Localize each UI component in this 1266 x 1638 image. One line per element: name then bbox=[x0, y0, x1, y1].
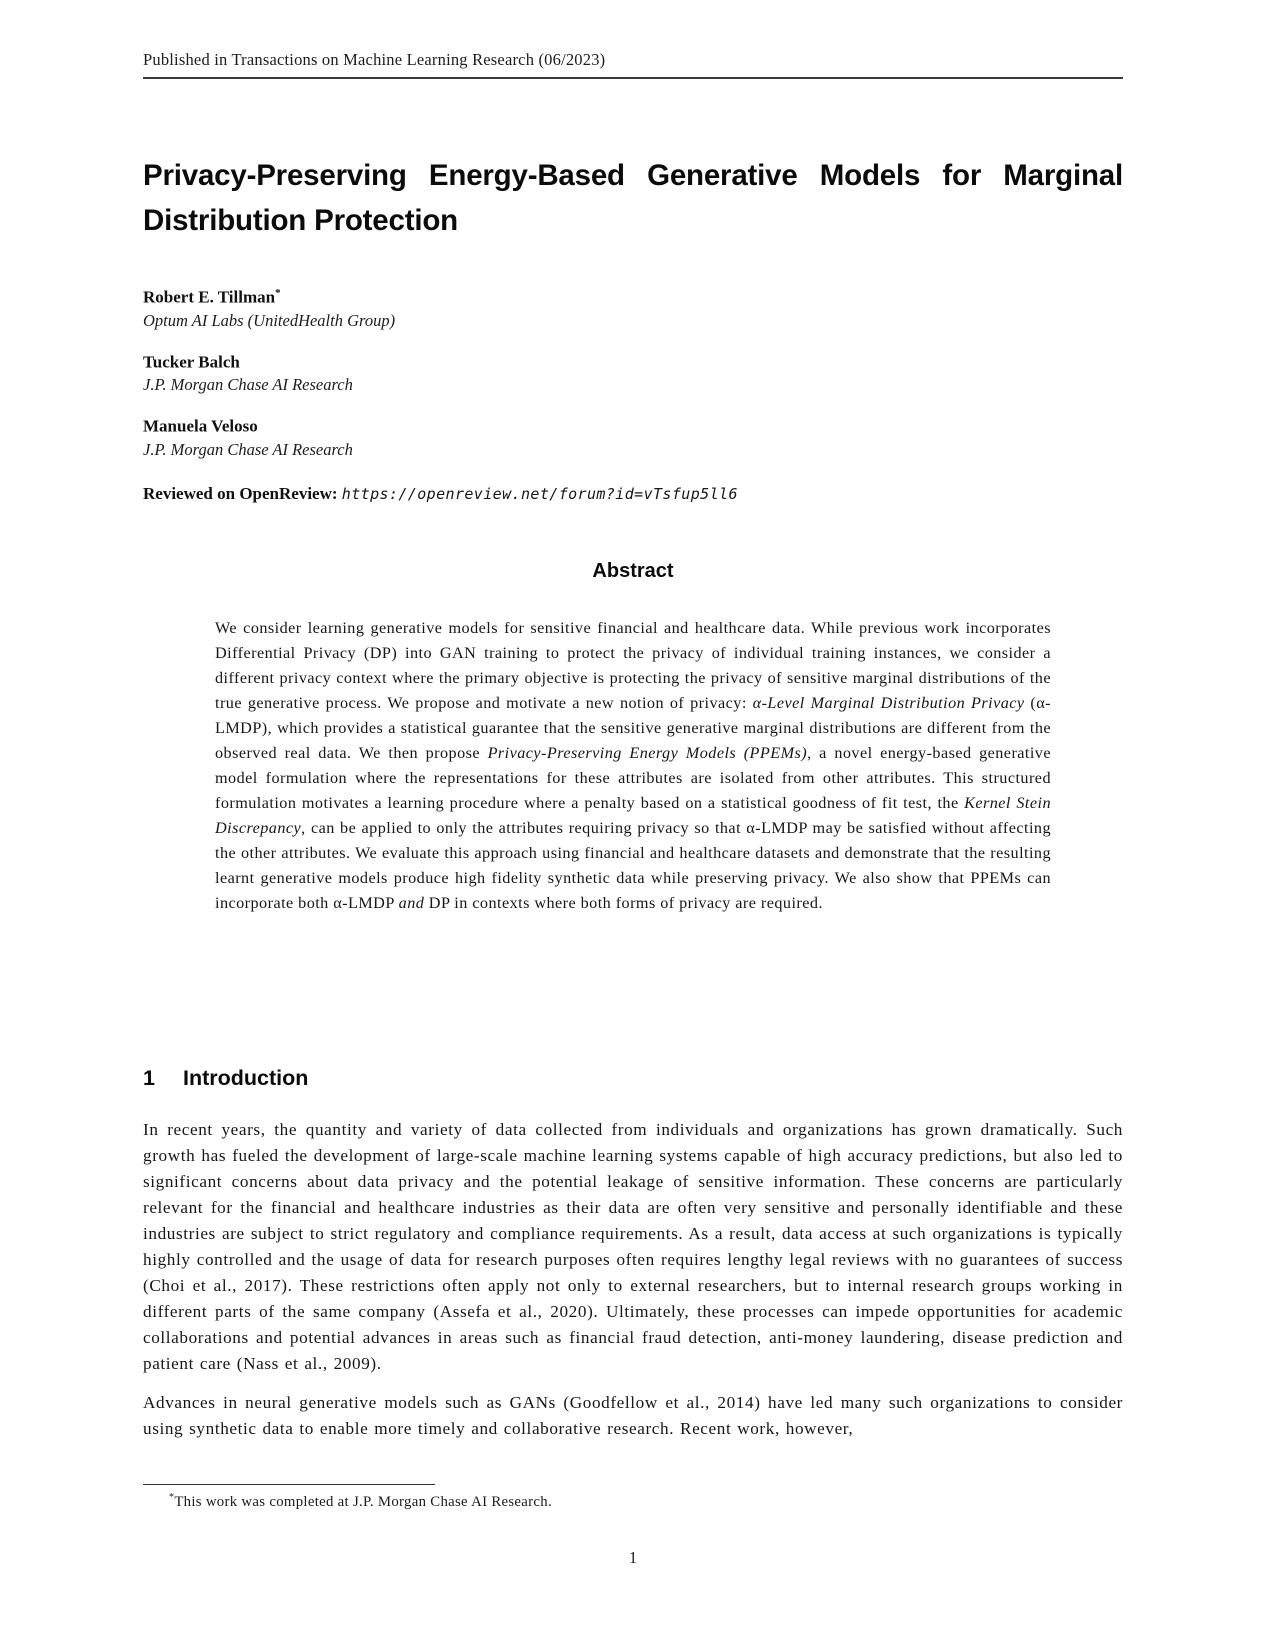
openreview-link[interactable]: https://openreview.net/forum?id=vTsfup5ll6 bbox=[341, 484, 738, 503]
abstract-text: We consider learning generative models for sensitive financial and healthcare data. While previous work incorporates Differential Privacy (DP) into GAN training to protect the privacy of individual training instances, we consider a different privacy context where the primary objective is protecting the privacy of sensitive marginal distributions of the true generative process. We propose and motivate a new notion of privacy: α-Level Marginal Distribution Privacy (α-LMDP), which provides a statistical guarantee that the sensitive generative marginal distributions are different from the observed real data. We then propose Privacy-Preserving Energy Models (PPEMs), a novel energy-based generative model formulation where the representations for these attributes are isolated from other attributes. This structured formulation motivates a learning procedure where a penalty based on a statistical goodness of fit test, the Kernel Stein Discrepancy, can be applied to only the attributes requiring privacy so that α-LMDP may be satisfied without affecting the other attributes. We evaluate this approach using financial and healthcare datasets and demonstrate that the resulting learnt generative models produce high fidelity synthetic data while preserving privacy. We also show that PPEMs can incorporate both α-LMDP and DP in contexts where both forms of privacy are required. bbox=[215, 618, 1051, 912]
section-heading-introduction bbox=[143, 1066, 1123, 1091]
section-title: Introduction bbox=[183, 1065, 309, 1090]
section-number: 1 bbox=[143, 1065, 155, 1090]
author-name bbox=[143, 416, 1123, 437]
page-content bbox=[143, 0, 1123, 1442]
author-name-text: Manuela Veloso bbox=[143, 416, 258, 436]
review-label: Reviewed on OpenReview: bbox=[143, 483, 338, 503]
footnote bbox=[143, 1492, 1123, 1511]
paragraph: Advances in neural generative models such as GANs (Goodfellow et al., 2014) have led many such organizations to consider using synthetic data to enable more timely and collaborative research. Recent work, however, bbox=[143, 1392, 1123, 1438]
paper-title: Privacy-Preserving Energy-Based Generative Models for Marginal Distribution Protection bbox=[143, 159, 1123, 237]
author-name bbox=[143, 287, 1123, 308]
running-head: Published in Transactions on Machine Learning Research (06/2023) bbox=[143, 50, 606, 69]
author-affiliation: Optum AI Labs (UnitedHealth Group) bbox=[143, 310, 396, 330]
author-affiliation: J.P. Morgan Chase AI Research bbox=[143, 439, 353, 459]
page-number: 1 bbox=[628, 1548, 638, 1567]
author-block bbox=[143, 352, 1123, 396]
author-list bbox=[143, 287, 1123, 460]
footnote-block bbox=[143, 1484, 1123, 1511]
author-footnote-mark: * bbox=[275, 287, 281, 299]
author-name-text: Robert E. Tillman bbox=[143, 287, 276, 307]
paragraph: In recent years, the quantity and variety of data collected from individuals and organizations has grown dramatically. Such growth has fueled the development of large-scale machine learning systems capable of high accuracy predictions, but also led to significant concerns about data privacy and the potential leakage of sensitive information. These concerns are particularly relevant for the financial and healthcare industries as their data are often very sensitive and personally identifiable and these industries are subject to strict regulatory and compliance requirements. As a result, data access at such organizations is typically highly controlled and the usage of data for research purposes often requires lengthy legal reviews with no guarantees of success (Choi et al., 2017). These restrictions often apply not only to external researchers, but to internal research groups working in different parts of the same company (Assefa et al., 2020). Ultimately, these processes can impede opportunities for academic collaborations and potential advances in areas such as financial fraud detection, anti-money laundering, disease prediction and patient care (Nass et al., 2009). bbox=[143, 1119, 1123, 1373]
author-block bbox=[143, 416, 1123, 460]
review-line bbox=[143, 484, 1123, 504]
author-affiliation: J.P. Morgan Chase AI Research bbox=[143, 375, 353, 395]
footnote-rule bbox=[143, 1484, 435, 1485]
header-rule bbox=[143, 77, 1123, 79]
author-name-text: Tucker Balch bbox=[143, 352, 240, 372]
footnote-text: This work was completed at J.P. Morgan Chase AI Research. bbox=[174, 1493, 552, 1510]
author-block bbox=[143, 287, 1123, 331]
footnote-mark: * bbox=[169, 1492, 175, 1503]
abstract-heading: Abstract bbox=[592, 559, 674, 582]
author-name bbox=[143, 352, 1123, 373]
